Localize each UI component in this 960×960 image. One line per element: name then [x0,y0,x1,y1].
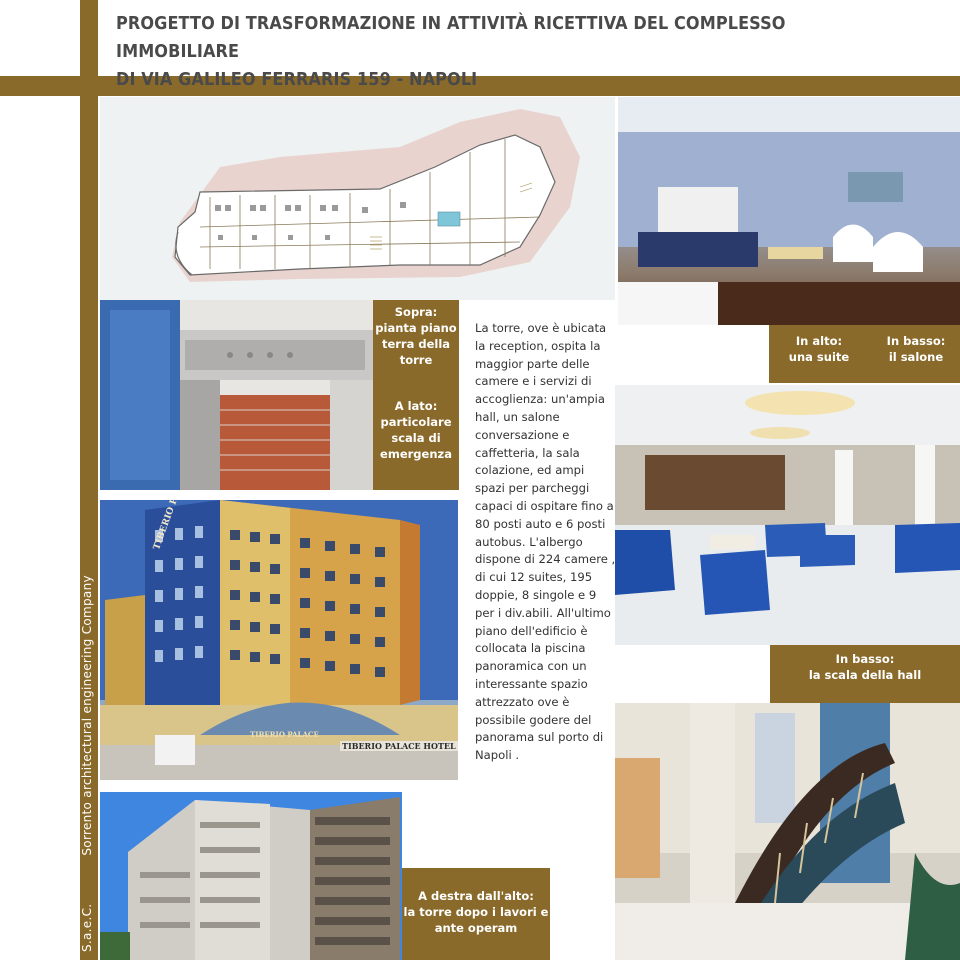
caption-plan-title: Sopra: [394,305,438,319]
description-paragraph: La torre, ove è ubicata la reception, ospita la maggior parte delle camere e i servizi di accoglienza: un'ampia hall, un salone conversazione e caffetteria, la sala colazione, ed ampi spazi per parcheggi capaci di ospitare fino a 80 posti auto e 6 posti autobus. L'albergo dispone di 224 camere , di cui 12 suites, 195 doppie, 8 singole e 9 per i div.abili. All'ultimo piano dell'edificio è collocata la piscina panoramica con un interessante spazio attrezzato ove è possibile godere del panorama sul porto di Napoli . [475,321,616,763]
caption-stair-title: A lato: [394,399,438,413]
page-title-line1: PROGETTO DI TRASFORMAZIONE IN ATTIVITÀ RICETTIVA DEL COMPLESSO IMMOBILIARE [116,14,786,62]
company-full-name: Sorrento architectural engineering Company [80,575,94,856]
caption-plan-and-stair [373,300,459,490]
caption-salone-text: il salone [888,350,944,364]
caption-hall-title: In basso: [835,652,895,666]
emergency-stair-drawing [100,300,373,490]
tower-before-works-drawing [100,792,402,960]
company-short-name: S.a.e.C. [80,903,94,952]
page-title-line2: DI VIA GALILEO FERRARIS 159 - NAPOLI [116,70,478,90]
hotel-sign-canopy: TIBERIO PALACE [250,730,319,739]
hall-stair-drawing [615,703,960,960]
caption-hall-stair [770,645,960,703]
tower-before-works-photo [100,792,402,960]
suite-photo-drawing [618,97,960,325]
floor-plan-image [100,97,615,300]
floor-plan-drawing [100,97,615,300]
salone-photo-drawing [615,385,960,645]
caption-salone-title: In basso: [886,334,946,348]
caption-towers [402,868,550,960]
caption-plan-text: pianta piano terra della torre [375,321,457,367]
caption-suite-salone [769,325,960,383]
hall-stair-photo [615,703,960,960]
caption-stair-text: particolare scala di emergenza [380,415,452,461]
tower-after-works-photo [100,500,458,780]
caption-hall-text: la scala della hall [808,668,922,682]
caption-tower-text: la torre dopo i lavori e ante operam [403,905,549,935]
suite-photo [618,97,960,325]
hotel-sign-front: TIBERIO PALACE HOTEL [342,741,456,751]
salone-photo [615,385,960,645]
caption-suite-title: In alto: [795,334,843,348]
caption-tower-title: A destra dall'alto: [418,889,534,903]
company-vertical-label [80,575,94,952]
page-title [116,10,880,94]
emergency-stair-photo [100,300,373,490]
caption-suite-text: una suite [788,350,850,364]
